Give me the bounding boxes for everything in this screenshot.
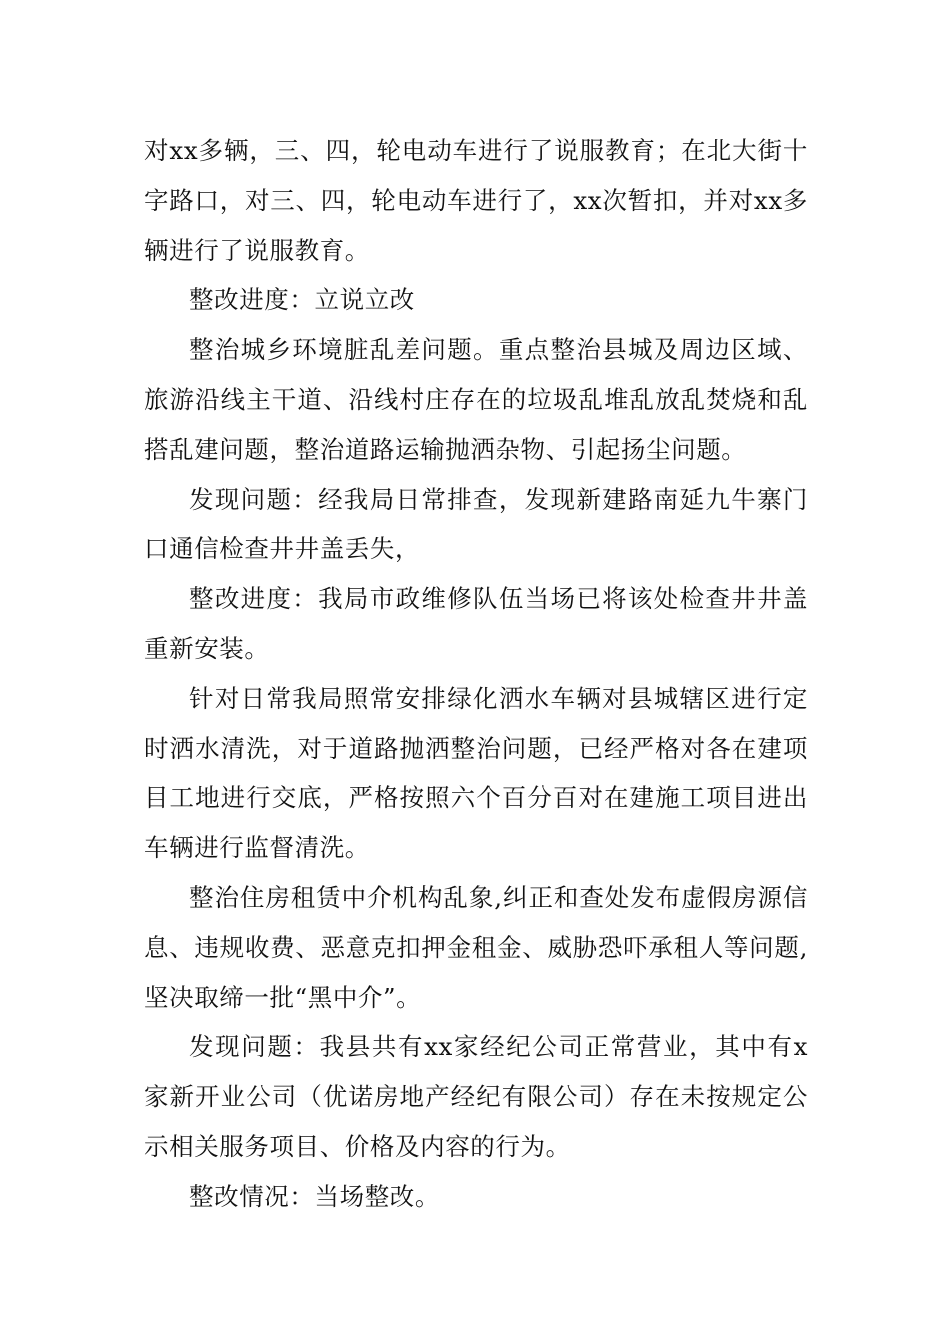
paragraph-found-problem-1: 发现问题：经我局日常排查，发现新建路南延九牛寨门口通信检查井井盖丢失，: [144, 484, 808, 564]
paragraph-progress-2: 整改进度：我局市政维修队伍当场已将该处检查井井盖重新安装。: [144, 584, 808, 663]
paragraph-rectification-status: 整改情况：当场整改。: [189, 1181, 440, 1211]
paragraph-found-problem-2: 发现问题：我县共有xx家经纪公司正常营业，其中有x家新开业公司（优诺房地产经纪有限公司）存在未按规定公示相关服务项目、价格及内容的行为。: [144, 1032, 808, 1161]
paragraph-cleaning-measures: 针对日常我局照常安排绿化洒水车辆对县城辖区进行定时洒水清洗，对于道路抛洒整治问题，已经严格对各在建项目工地进行交底，严格按照六个百分百对在建施工项目进出车辆进行监督清洗。: [144, 683, 808, 863]
paragraph-continuation: 对xx多辆，三、四，轮电动车进行了说服教育；在北大街十字路口，对三、四，轮电动车进行了，xx次暂扣，并对xx多辆进行了说服教育。: [144, 136, 808, 265]
document-page: [144, 126, 808, 1222]
paragraph-rental-agency-task: 整治住房租赁中介机构乱象,纠正和查处发布虚假房源信息、违规收费、恶意克扣押金租金、威胁恐吓承租人等问题,坚决取缔一批“黑中介”。: [144, 882, 808, 1012]
paragraph-progress-1: 整改进度：立说立改: [189, 285, 415, 315]
paragraph-environment-task: 整治城乡环境脏乱差问题。重点整治县城及周边区域、旅游沿线主干道、沿线村庄存在的垃圾乱堆乱放乱焚烧和乱搭乱建问题，整治道路运输抛洒杂物、引起扬尘问题。: [144, 335, 808, 464]
